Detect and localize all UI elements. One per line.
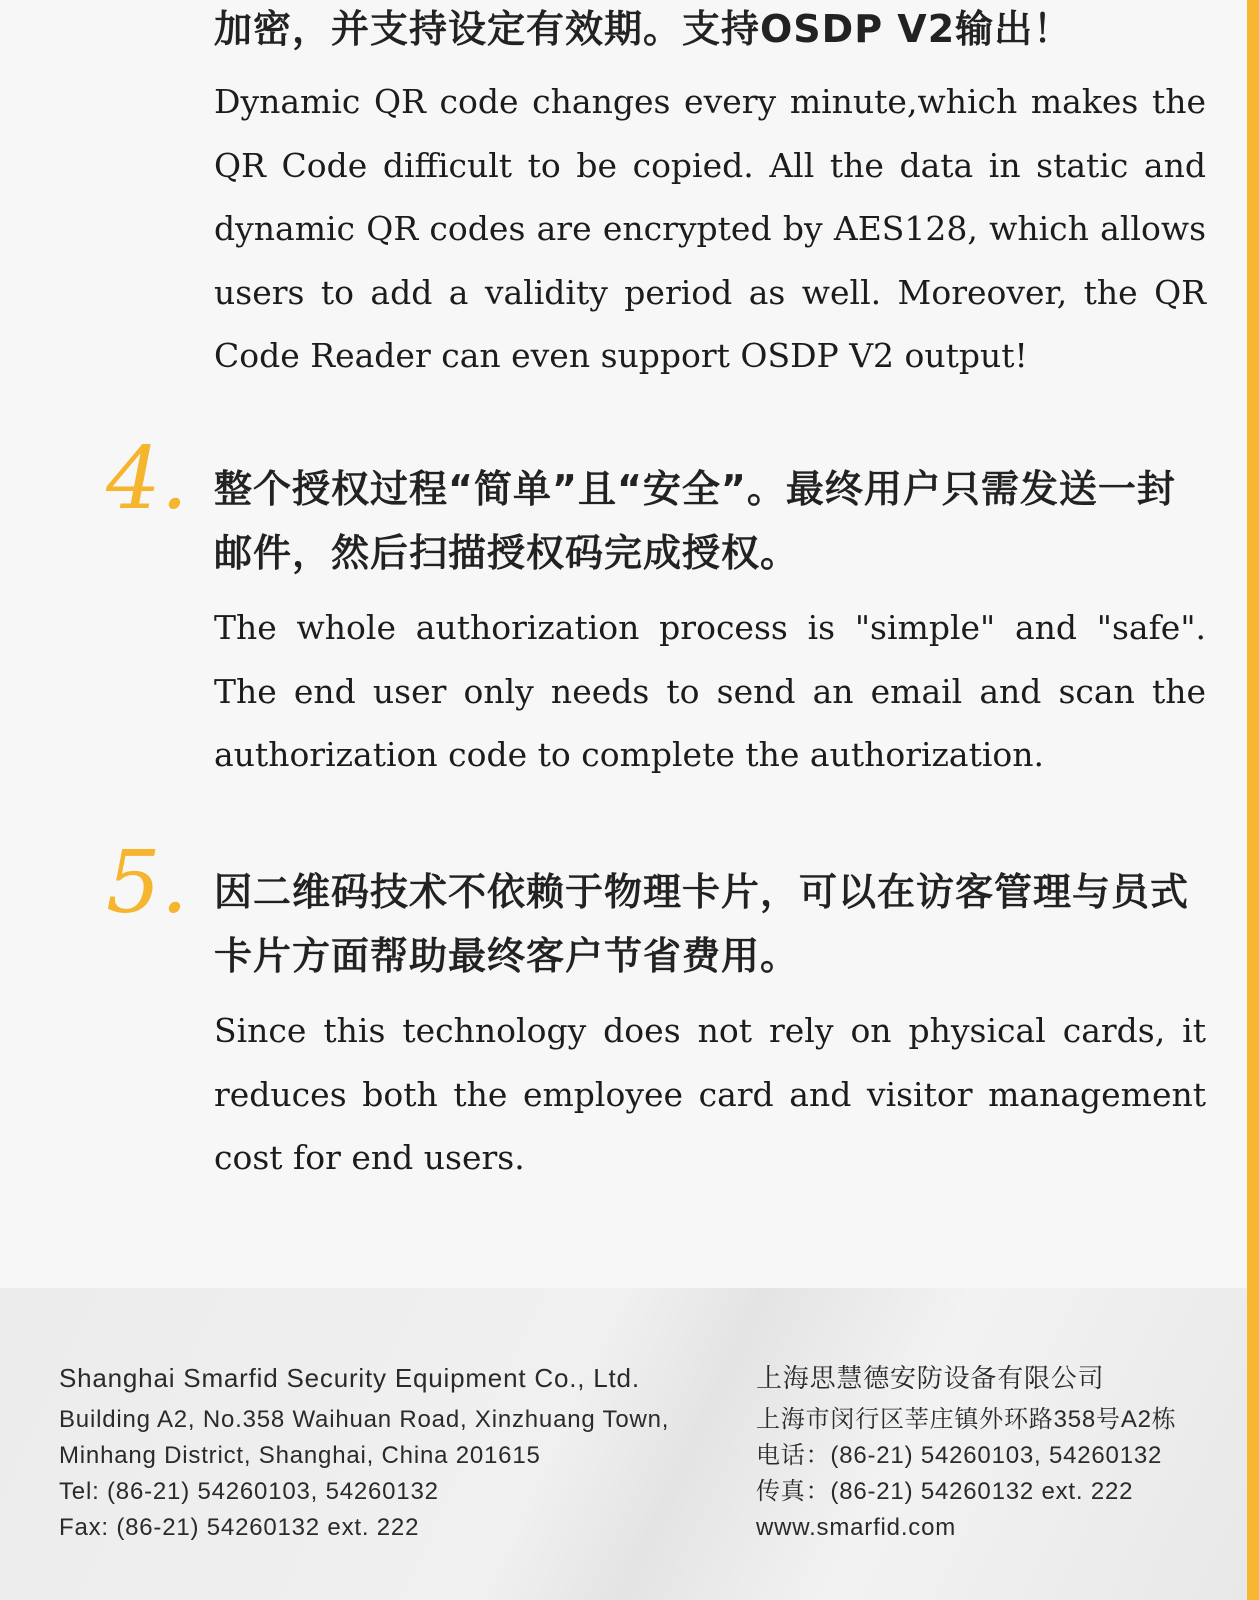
footer-fax-cn: 传真：(86-21) 54260132 ext. 222: [756, 1478, 1134, 1505]
section4-number: 4.: [106, 429, 189, 529]
accent-sidebar: [1247, 0, 1259, 1600]
footer-company-cn: 上海思慧德安防设备有限公司: [756, 1363, 1105, 1393]
section5-cn-text: 因二维码技术不依赖于物理卡片，可以在访客管理与员式卡片方面帮助最终客户节省费用。: [214, 870, 1190, 978]
footer-tel: Tel: (86-21) 54260103, 54260132: [59, 1478, 439, 1505]
footer-company-en: Shanghai Smarfid Security Equipment Co., Ltd.: [59, 1363, 640, 1393]
footer-tel-cn: 电话：(86-21) 54260103, 54260132: [756, 1442, 1163, 1469]
section5-en-text: Since this technology does not rely on physical cards, it reduces both the employee card and visitor management cost for end users.: [214, 1011, 1206, 1177]
section4-en-text: The whole authorization process is "simple" and "safe". The end user only needs to send an email and scan the authorization code to complete the authorization.: [214, 608, 1206, 774]
footer-address-line1: Building A2, No.358 Waihuan Road, Xinzhuang Town,: [59, 1406, 670, 1433]
footer-website-link[interactable]: www.smarfid.com: [756, 1514, 957, 1541]
footer-address-line2: Minhang District, Shanghai, China 201615: [59, 1442, 541, 1469]
section5-number: 5.: [106, 833, 189, 933]
footer-contact-en: [59, 1358, 669, 1546]
footer-contact-cn: [756, 1358, 1177, 1546]
section4-cn-text: 整个授权过程“简单”且“安全”。最终用户只需发送一封邮件，然后扫描授权码完成授权。: [214, 467, 1176, 575]
footer: [0, 1288, 1247, 1600]
section3-en-text: Dynamic QR code changes every minute,which makes the QR Code difficult to be copied. All the data in static and dynamic QR codes are encrypted by AES128, which allows users to add a validity period as well. Moreover, the QR Code Reader can even support OSDP V2 output!: [214, 82, 1206, 375]
section3-cn-text: 加密，并支持设定有效期。支持OSDP V2输出！: [214, 7, 1073, 51]
footer-address-cn: 上海市闵行区莘庄镇外环路358号A2栋: [756, 1406, 1177, 1433]
footer-fax: Fax: (86-21) 54260132 ext. 222: [59, 1514, 420, 1541]
